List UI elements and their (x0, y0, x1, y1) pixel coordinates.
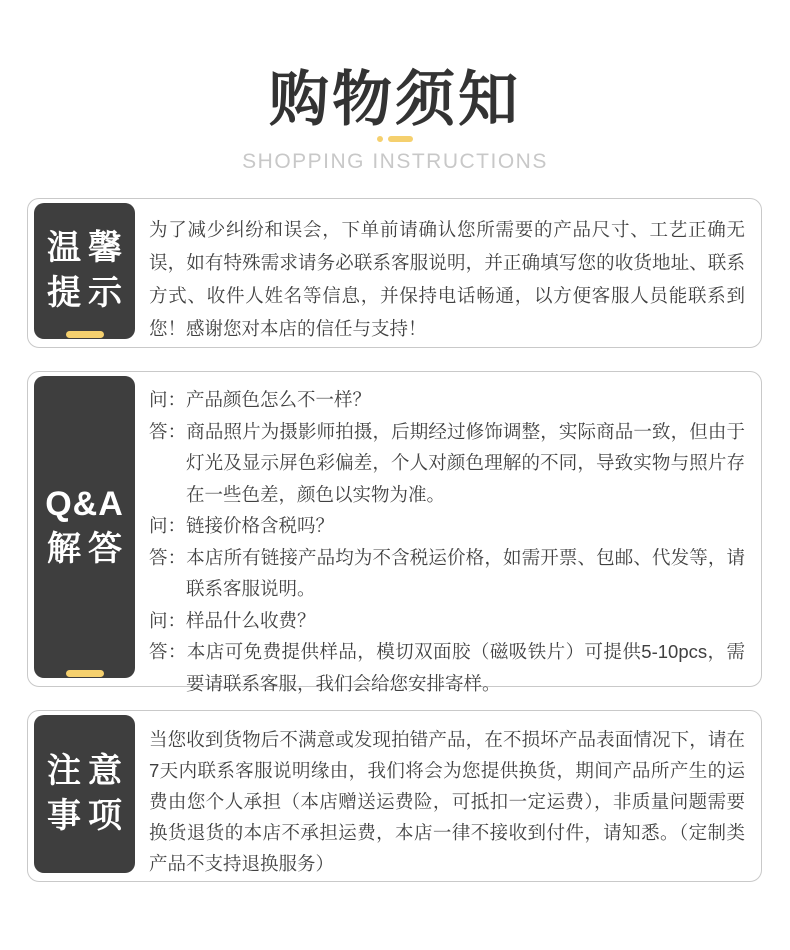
title-accent-dash-icon (388, 136, 413, 142)
page-title: 购物须知 (269, 66, 521, 133)
paragraph: 为了减少纠纷和误会，下单前请确认您所需要的产品尺寸、工艺正确无误，如有特殊需求请务必联系客服说明，并正确填写您的收货地址、联系方式、收件人姓名等信息，并保持电话畅通，以方便客服人员能联系到您！感谢您对本店的信任与支持！ (149, 219, 745, 339)
title-accent (0, 136, 790, 142)
warm-tips-text (149, 213, 745, 345)
section-qa (27, 371, 762, 694)
qa-label-box (34, 376, 135, 678)
label-accent-bar (66, 670, 104, 677)
warm-tips-label-box (34, 203, 135, 339)
page-subtitle: SHOPPING INSTRUCTIONS (242, 150, 548, 173)
label-line: Q&A (45, 485, 124, 523)
paragraph: 当您收到货物后不满意或发现拍错产品，在不损坏产品表面情况下，请在7天内联系客服说明缘由，我们将会为您提供换货，期间产品所产生的运费由您个人承担（本店赠送运费险，可抵扣一定运费），非质量问题需要换货退货的本店不承担运费，本店一律不接收到付件，请知悉。（定制类产品不支持退换服务） (149, 729, 745, 874)
qa-question: 问：样品什么收费？ (149, 609, 316, 631)
label-line: 事项 (47, 797, 129, 835)
qa-question: 问：产品颜色怎么不一样？ (149, 389, 372, 410)
section-warm-tips (27, 198, 762, 348)
notices-label-box (34, 715, 135, 873)
label-accent-bar (66, 331, 104, 338)
section-notices (27, 710, 762, 882)
label-line: 温馨 (47, 229, 129, 267)
notices-text (149, 724, 745, 879)
qa-text (149, 384, 745, 699)
qa-answer: 答：本店可免费提供样品，模切双面胶（磁吸铁片）可提供5-10pcs，需要请联系客服，我们会给您安排寄样。 (149, 641, 745, 694)
qa-answer: 答：本店所有链接产品均为不含税运价格，如需开票、包邮、代发等，请联系客服说明。 (149, 546, 745, 599)
qa-question: 问：链接价格含税吗？ (149, 515, 335, 536)
title-accent-dot-icon (377, 136, 383, 142)
label-line: 注意 (47, 752, 129, 790)
qa-answer: 答：商品照片为摄影师拍摄，后期经过修饰调整，实际商品一致，但由于灯光及显示屏色彩偏差，个人对颜色理解的不同，导致实物与照片存在一些色差，颜色以实物为准。 (149, 420, 745, 505)
label-line: 提示 (47, 274, 129, 312)
label-line: 解答 (47, 530, 129, 568)
